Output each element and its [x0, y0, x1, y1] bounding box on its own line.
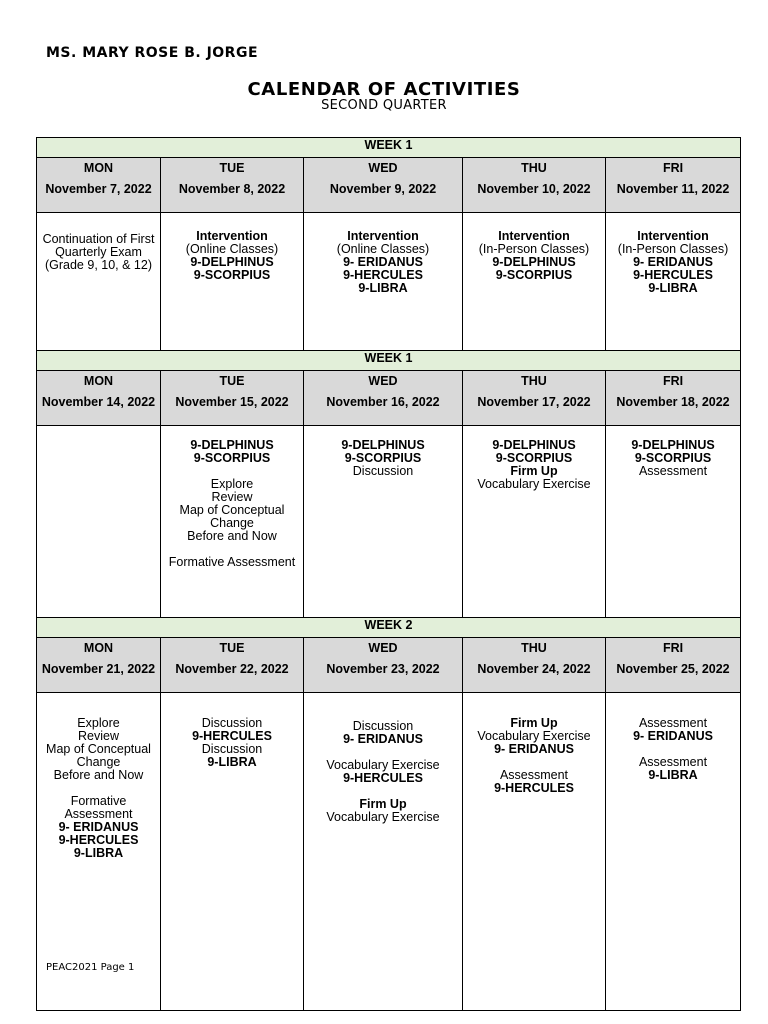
- activity-line: Assessment: [499, 768, 569, 782]
- activity-section: 9-LIBRA: [358, 281, 408, 295]
- day-date: November 18, 2022: [616, 395, 730, 409]
- activity-line: Discussion: [352, 464, 414, 478]
- activity-section: 9-DELPHINUS: [492, 255, 576, 269]
- activity-cell: [304, 213, 463, 351]
- activity-section: 9-DELPHINUS: [190, 438, 274, 452]
- day-date: November 7, 2022: [45, 182, 152, 196]
- day-cell: [304, 638, 463, 693]
- activity-section: 9-HERCULES: [343, 268, 423, 282]
- activity-section: 9-HERCULES: [633, 268, 713, 282]
- activity-section: Firm Up: [510, 464, 558, 478]
- day-name: MON: [83, 641, 114, 655]
- activity-section: 9- ERIDANUS: [494, 742, 574, 756]
- activity-line: Vocabulary Exercise: [477, 477, 591, 491]
- activity-cell: [37, 213, 161, 351]
- activity-section: 9- ERIDANUS: [343, 255, 423, 269]
- day-name: TUE: [219, 641, 245, 655]
- activities-row: [37, 426, 741, 618]
- activity-line: (Online Classes): [336, 242, 430, 256]
- day-name: FRI: [662, 161, 684, 175]
- day-header-row: [37, 371, 741, 426]
- activity-line: (In-Person Classes): [478, 242, 590, 256]
- day-cell: [463, 638, 606, 693]
- activity-cell: [606, 213, 741, 351]
- activity-section: 9-LIBRA: [207, 755, 257, 769]
- day-cell: [37, 371, 161, 426]
- day-cell: [37, 158, 161, 213]
- activity-line: Assessment: [638, 716, 708, 730]
- activity-section: 9-SCORPIUS: [344, 451, 422, 465]
- activity-section: 9-SCORPIUS: [495, 268, 573, 282]
- activities-row: [37, 693, 741, 1011]
- day-name: WED: [368, 374, 398, 388]
- activity-section: 9- ERIDANUS: [58, 820, 139, 834]
- day-date: November 24, 2022: [477, 662, 591, 676]
- activity-line: Before and Now: [53, 768, 144, 782]
- calendar-table: [36, 137, 741, 1011]
- activity-cell: [606, 426, 741, 618]
- teacher-name: MS. MARY ROSE B. JORGE: [46, 45, 259, 61]
- activity-line: Vocabulary Exercise: [326, 758, 440, 772]
- activity-section: 9-LIBRA: [648, 768, 698, 782]
- activity-cell: [463, 693, 606, 1011]
- activity-section: 9- ERIDANUS: [633, 729, 713, 743]
- activities-row: [37, 213, 741, 351]
- day-cell: [304, 158, 463, 213]
- activity-section: 9-SCORPIUS: [193, 451, 271, 465]
- day-name: WED: [368, 161, 398, 175]
- activity-line: Discussion: [201, 716, 263, 730]
- day-date: November 9, 2022: [329, 182, 437, 196]
- day-header-row: [37, 638, 741, 693]
- day-date: November 10, 2022: [477, 182, 591, 196]
- day-name: MON: [83, 161, 114, 175]
- activity-cell: [161, 693, 304, 1011]
- activity-section: 9- ERIDANUS: [633, 255, 713, 269]
- day-date: November 16, 2022: [326, 395, 440, 409]
- week-header-row: [37, 618, 741, 638]
- activity-line: Discussion: [352, 719, 414, 733]
- day-date: November 17, 2022: [477, 395, 591, 409]
- activity-cell: [606, 693, 741, 1011]
- day-name: THU: [521, 161, 547, 175]
- week-label: WEEK 1: [37, 138, 741, 158]
- activity-section: 9-SCORPIUS: [495, 451, 573, 465]
- activity-line: Review: [78, 729, 119, 743]
- day-date: November 11, 2022: [616, 182, 730, 196]
- activity-line: Map of Conceptual Change: [46, 742, 151, 769]
- activity-cell: [161, 426, 304, 618]
- day-cell: [161, 371, 304, 426]
- activity-cell: [463, 213, 606, 351]
- activity-cell: [463, 426, 606, 618]
- activity-line: (In-Person Classes): [617, 242, 729, 256]
- activity-line: Assessment: [638, 464, 708, 478]
- activity-section: 9-HERCULES: [343, 771, 423, 785]
- day-name: WED: [368, 641, 398, 655]
- day-name: TUE: [219, 161, 245, 175]
- activity-line: Vocabulary Exercise: [477, 729, 591, 743]
- day-name: MON: [83, 374, 114, 388]
- activity-section: Intervention: [196, 229, 268, 243]
- activity-line: Discussion: [201, 742, 263, 756]
- day-cell: [37, 638, 161, 693]
- activity-section: 9- ERIDANUS: [343, 732, 423, 746]
- day-cell: [463, 371, 606, 426]
- activity-section: 9-HERCULES: [494, 781, 574, 795]
- activity-line: Formative Assessment: [64, 794, 133, 821]
- day-cell: [161, 638, 304, 693]
- activity-section: Intervention: [347, 229, 419, 243]
- activity-section: 9-DELPHINUS: [492, 438, 576, 452]
- activity-line: Vocabulary Exercise: [326, 810, 440, 824]
- activity-section: 9-LIBRA: [73, 846, 124, 860]
- activity-section: 9-DELPHINUS: [341, 438, 425, 452]
- day-name: FRI: [662, 374, 684, 388]
- page-subtitle: SECOND QUARTER: [321, 98, 447, 113]
- activity-section: 9-HERCULES: [58, 833, 139, 847]
- day-cell: [463, 158, 606, 213]
- day-date: November 21, 2022: [41, 662, 156, 676]
- day-name: TUE: [219, 374, 245, 388]
- activity-line: Review: [211, 490, 253, 504]
- activity-section: 9-SCORPIUS: [634, 451, 712, 465]
- day-date: November 14, 2022: [41, 395, 156, 409]
- activity-cell: [161, 213, 304, 351]
- activity-section: Intervention: [637, 229, 709, 243]
- day-cell: [606, 638, 741, 693]
- page-footer: PEAC2021 Page 1: [46, 962, 135, 973]
- activity-section: 9-HERCULES: [192, 729, 272, 743]
- week-header-row: [37, 138, 741, 158]
- activity-cell: [37, 426, 161, 618]
- page-title: CALENDAR OF ACTIVITIES: [247, 79, 521, 100]
- activity-section: Firm Up: [510, 716, 558, 730]
- activity-section: 9-DELPHINUS: [631, 438, 715, 452]
- day-date: November 22, 2022: [175, 662, 289, 676]
- day-name: THU: [521, 374, 547, 388]
- day-name: FRI: [662, 641, 684, 655]
- activity-line: Assessment: [638, 755, 708, 769]
- week-header-row: [37, 351, 741, 371]
- week-label: WEEK 1: [37, 351, 741, 371]
- day-cell: [161, 158, 304, 213]
- week-label: WEEK 2: [37, 618, 741, 638]
- activity-line: Explore: [77, 716, 120, 730]
- activity-section: 9-SCORPIUS: [193, 268, 271, 282]
- day-cell: [606, 158, 741, 213]
- day-date: November 8, 2022: [178, 182, 286, 196]
- day-date: November 25, 2022: [616, 662, 730, 676]
- activity-section: Intervention: [498, 229, 570, 243]
- activity-section: 9-LIBRA: [648, 281, 698, 295]
- day-name: THU: [521, 641, 547, 655]
- activity-cell: [304, 693, 463, 1011]
- activity-line: Formative Assessment: [168, 555, 296, 569]
- activity-section: 9-DELPHINUS: [190, 255, 274, 269]
- day-date: November 15, 2022: [175, 395, 289, 409]
- day-cell: [606, 371, 741, 426]
- activity-line: Explore: [210, 477, 254, 491]
- activity-line: (Online Classes): [185, 242, 279, 256]
- activity-cell: [304, 426, 463, 618]
- activity-line: Continuation of First Quarterly Exam (Grade 9, 10, & 12): [42, 232, 155, 272]
- day-date: November 23, 2022: [326, 662, 440, 676]
- day-header-row: [37, 158, 741, 213]
- activity-line: Map of Conceptual Change: [179, 503, 285, 530]
- activity-line: Before and Now: [187, 529, 277, 543]
- day-cell: [304, 371, 463, 426]
- activity-section: Firm Up: [359, 797, 407, 811]
